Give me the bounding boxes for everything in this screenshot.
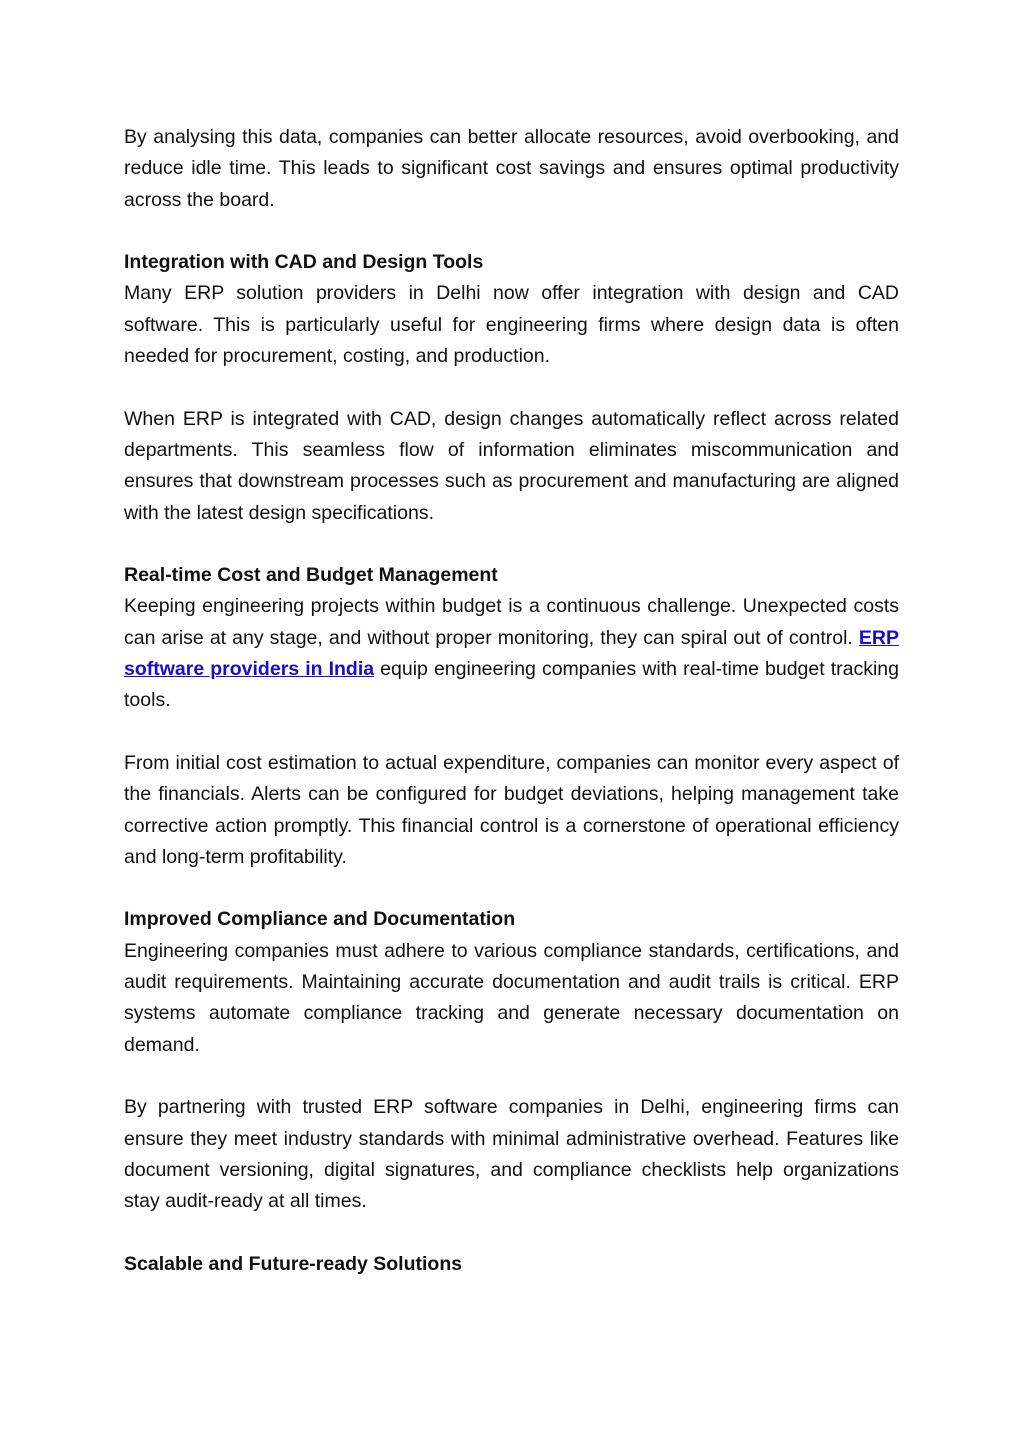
paragraph-gap (124, 873, 899, 904)
paragraph-text-before-link: Keeping engineering projects within budget is a continuous challenge. Unexpected costs can arise at any stage, and without proper monitoring, they can spiral out of control. (124, 595, 899, 649)
paragraph-gap (124, 216, 899, 247)
erp-providers-india-link[interactable]: ERP software providers in India (124, 626, 899, 681)
paragraph-gap (124, 1217, 899, 1248)
paragraph-gap (124, 717, 899, 748)
paragraph-resource-allocation: By analysing this data, companies can better allocate resources, avoid overbooking, and reduce idle time. This leads to significant cost savings and ensures optimal productivity across the board. (124, 126, 899, 211)
paragraph-gap (124, 1061, 899, 1092)
paragraph-compliance-partnering: By partnering with trusted ERP software companies in Delhi, engineering firms can ensure they meet industry standards with minimal administrative overhead. Features like document versioning, digital signatures, and compliance checklists help organizations stay audit-ready at all times. (124, 1096, 899, 1213)
document-page (124, 122, 899, 1280)
paragraph-compliance-requirements: Engineering companies must adhere to various compliance standards, certifications, and audit requirements. Maintaining accurate documentation and audit trails is critical. ERP systems automate compliance tracking and generate necessary documentation on demand. (124, 939, 899, 1056)
heading-cad-integration: Integration with CAD and Design Tools (124, 251, 484, 274)
heading-scalable-solutions: Scalable and Future-ready Solutions (124, 1252, 463, 1275)
paragraph-financial-monitoring: From initial cost estimation to actual expenditure, companies can monitor every aspect of the financials. Alerts can be configured for budget deviations, helping management take corrective action promptly. This financial control is a cornerstone of operational efficiency and long-term profitability. (124, 751, 899, 868)
heading-cost-budget: Real-time Cost and Budget Management (124, 564, 498, 587)
paragraph-budget-challenge (124, 591, 899, 716)
paragraph-cad-integration: Many ERP solution providers in Delhi now offer integration with design and CAD software. This is particularly useful for engineering firms where design data is often needed for procurement, costing, and production. (124, 282, 899, 368)
paragraph-text-after-link: equip engineering companies with real-time budget tracking tools. (124, 658, 899, 712)
paragraph-gap (124, 372, 899, 403)
paragraph-cad-benefits: When ERP is integrated with CAD, design changes automatically reflect across related departments. This seamless flow of information eliminates miscommunication and ensures that downstream processes such as procurement and manufacturing are aligned with the latest design specifications. (124, 407, 899, 524)
paragraph-gap (124, 529, 899, 560)
heading-compliance: Improved Compliance and Documentation (124, 908, 516, 931)
